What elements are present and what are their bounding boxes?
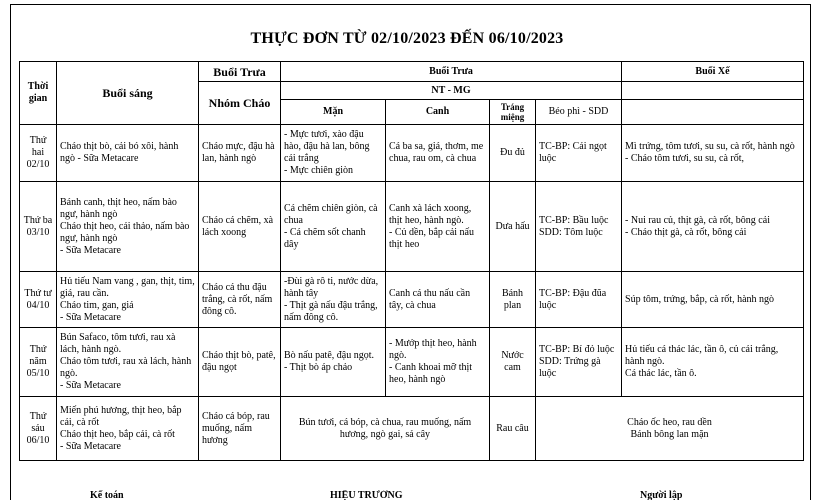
breakfast-cell: [57, 397, 199, 461]
soup-cell: [386, 182, 490, 272]
dessert-cell: [490, 182, 536, 272]
main-dish-cell-line: - Cá chẽm sốt chanh dây: [284, 226, 366, 250]
breakfast-cell-line: - Sữa Metacare: [60, 380, 121, 391]
soup-cell-line: Cá ba sa, giá, thơm, me chua, rau om, cà chua: [389, 141, 484, 164]
table-row: [20, 272, 804, 328]
header-beo-phi: Béo phì - SDD: [536, 100, 622, 125]
dessert-cell-line: Bánh plan: [501, 287, 524, 311]
dessert-cell: [490, 272, 536, 328]
dessert-cell: [490, 125, 536, 182]
table-row: [20, 397, 804, 461]
day-cell: [20, 182, 57, 272]
soup-cell-line: Canh xà lách xoong, thịt heo, hành ngò.: [389, 202, 472, 226]
table-row: [20, 125, 804, 182]
diet-cell-line: TC-BP: Bí đỏ luộc: [539, 344, 615, 355]
day-cell: [20, 125, 57, 182]
breakfast-cell-line: Bún Safaco, tôm tươi, rau xà lách, hành ngò.: [60, 332, 176, 355]
main-dish-cell-line: Bò nấu patê, đậu ngọt.: [284, 350, 374, 361]
breakfast-cell: [57, 328, 199, 397]
dessert-cell-line: Nước cam: [501, 350, 524, 373]
afternoon-cell-line: Mì trứng, tôm tươi, su su, cà rốt, hành ngò: [625, 141, 795, 152]
soup-cell: [386, 328, 490, 397]
day-cell: [20, 272, 57, 328]
breakfast-cell-line: Bánh canh, thịt heo, nấm bào ngư, hành ngò: [60, 196, 177, 220]
main-dish-cell-line: - Mực chiên giòn: [284, 165, 354, 176]
page-frame-left: [10, 4, 11, 500]
main-dish-cell: [281, 125, 386, 182]
breakfast-cell-line: Cháo tim, gan, giá: [60, 299, 134, 311]
main-dish-cell-line: - Thịt bò áp chảo: [284, 362, 353, 373]
porridge-group-cell-line: Cháo mực, đậu hà lan, hành ngò: [202, 141, 275, 164]
page-frame-top: [10, 4, 810, 5]
breakfast-cell-line: - Sữa Metacare: [60, 244, 121, 256]
afternoon-cell: [622, 125, 804, 182]
afternoon-cell-line: Súp tôm, trứng, bắp, cà rốt, hành ngò: [625, 293, 775, 305]
day-cell-line: 03/10: [26, 226, 50, 238]
day-cell-line: Thứ ba: [23, 214, 53, 226]
breakfast-cell-line: Miến phú hương, thịt heo, bắp cải, cà rốt: [60, 404, 182, 428]
header-buoi-xe: Buổi Xế: [622, 62, 804, 82]
day-cell-line: 05/10: [26, 368, 50, 379]
breakfast-cell-line: Cháo thịt heo, bắp cải, cà rốt: [60, 428, 175, 440]
day-cell-line: 06/10: [26, 434, 50, 446]
diet-cell: [536, 125, 622, 182]
dessert-cell-line: Dưa hấu: [495, 220, 530, 232]
main-dish-cell-line: -Đùi gà rô ti, nước dừa, hành tây: [284, 275, 379, 299]
diet-cell: [536, 328, 622, 397]
day-cell-line: Thứ sáu: [29, 410, 47, 434]
page-frame-right: [810, 4, 811, 500]
header-man: Mặn: [281, 100, 386, 125]
dessert-cell-line: Rau câu: [496, 422, 529, 434]
header-buoi-trua-nhom-chao: Buổi Trưa: [199, 62, 281, 82]
footer-nguoi-lap: Người lập: [640, 490, 683, 500]
afternoon-cell-line: - Cháo thịt gà, cà rốt, bông cải: [625, 226, 747, 238]
porridge-group-cell-line: Cháo thịt bò, patê, đậu ngọt: [202, 350, 276, 373]
menu-title: THỰC ĐƠN TỪ 02/10/2023 ĐẾN 06/10/2023: [250, 30, 564, 47]
footer-ke-toan: Kế toán: [90, 490, 124, 500]
soup-cell-line: - Mướp thịt heo, hành ngò.: [389, 338, 477, 361]
porridge-group-cell-line: Cháo cá chẽm, xà lách xoong: [202, 214, 274, 238]
breakfast-cell-line: Cháo tôm tươi, rau xà lách, hành ngò.: [60, 356, 192, 379]
porridge-group-cell: [199, 328, 281, 397]
day-cell-line: Thứ năm: [29, 344, 47, 367]
porridge-group-cell-line: Cháo cá bóp, rau muống, nấm hương: [202, 410, 270, 446]
footer-hieu-truong: HIỆU TRƯỞNG: [330, 490, 403, 500]
soup-cell-line: - Canh khoai mỡ thịt heo, hành ngò: [389, 362, 473, 385]
soup-cell-line: Canh cá thu nấu cần tây, cà chua: [389, 287, 471, 311]
diet-cell-line: TC-BP: Cải ngọt luộc: [539, 141, 607, 164]
afternoon-cell-line: Hủ tiếu cá thác lác, tần ô, củ cải trắng, hành ngò.: [625, 344, 779, 367]
header-buoi-sang: Buổi sáng: [57, 62, 199, 125]
porridge-group-cell: [199, 272, 281, 328]
header-xe-blank-2: [622, 100, 804, 125]
menu-table: [19, 61, 804, 461]
breakfast-cell: [57, 125, 199, 182]
diet-cell: [536, 272, 622, 328]
afternoon-cell: [622, 328, 804, 397]
table-row: [20, 182, 804, 272]
afternoon-cell: [622, 182, 804, 272]
day-cell: [20, 328, 57, 397]
main-dish-cell-line: - Mực tươi, xào đậu hào, đậu hà lan, bông cải trắng: [284, 129, 370, 164]
table-row: [20, 328, 804, 397]
breakfast-cell: [57, 182, 199, 272]
afternoon-cell-line: Bánh bông lan mặn: [630, 428, 709, 440]
breakfast-cell-line: Cháo thịt heo, cải thảo, nấm bào ngư, hành ngò: [60, 220, 190, 244]
porridge-group-cell: [199, 397, 281, 461]
header-nt-mg: NT - MG: [281, 82, 622, 100]
header-canh: Canh: [386, 100, 490, 125]
afternoon-cell: [536, 397, 804, 461]
diet-cell-line: SDD: Trứng gà luộc: [539, 356, 601, 379]
day-cell-line: 04/10: [26, 299, 50, 311]
diet-cell-line: TC-BP: Bầu luộc: [539, 214, 609, 226]
main-dish-cell: [281, 182, 386, 272]
table-body: [20, 125, 804, 461]
day-cell-line: Thứ hai: [29, 135, 47, 158]
breakfast-cell-line: - Sữa Metacare: [60, 440, 121, 452]
porridge-group-cell: [199, 182, 281, 272]
breakfast-cell-line: Cháo thịt bò, cải bó xôi, hành ngò - Sữa Metacare: [60, 141, 179, 164]
signature-footer: [0, 490, 814, 500]
main-dish-cell: [281, 272, 386, 328]
afternoon-cell-line: - Nui rau củ, thịt gà, cà rốt, bông cải: [625, 214, 770, 226]
breakfast-cell-line: Hủ tiếu Nam vang , gan, thịt, tim, giá, rau cần.: [60, 275, 195, 299]
header-nhom-chao: Nhóm Cháo: [199, 82, 281, 125]
breakfast-cell: [57, 272, 199, 328]
header-thoi-gian: Thời gian: [20, 62, 57, 125]
dessert-cell: [490, 328, 536, 397]
main-dish-cell: [281, 328, 386, 397]
porridge-group-cell: [199, 125, 281, 182]
day-cell-line: 02/10: [26, 159, 50, 170]
breakfast-cell-line: - Sữa Metacare: [60, 311, 121, 323]
main-dish-cell-line: - Thịt gà nấu đậu trắng, nấm đông cô.: [284, 299, 378, 323]
afternoon-cell-line: Cá thác lác, tần ô.: [625, 368, 697, 379]
diet-cell-line: TC-BP: Đậu đũa luộc: [539, 287, 607, 311]
dessert-cell: [490, 397, 536, 461]
main-dish-cell-line: Cá chẽm chiên giòn, cà chua: [284, 202, 378, 226]
day-cell: [20, 397, 57, 461]
afternoon-cell-line: Cháo ốc heo, rau dền: [627, 416, 712, 428]
soup-cell: [386, 125, 490, 182]
header-trang-mieng: Tráng miệng: [490, 100, 536, 125]
porridge-group-cell-line: Cháo cá thu đậu trắng, cà rốt, nấm đông cô.: [202, 281, 273, 317]
main-soup-combined-cell: [281, 397, 490, 461]
header-buoi-trua: Buổi Trưa: [281, 62, 622, 82]
main-soup-combined-cell-line: Bún tươi, cá bóp, cà chua, rau muống, nấm hương, ngò gai, sả cây: [298, 416, 472, 440]
diet-cell: [536, 182, 622, 272]
dessert-cell-line: Đu đủ: [500, 147, 525, 158]
soup-cell-line: - Củ dền, bắp cải nấu thịt heo: [389, 226, 474, 250]
afternoon-cell-line: - Cháo tôm tươi, su su, cà rốt,: [625, 153, 745, 164]
day-cell-line: Thứ tư: [24, 287, 52, 299]
header-xe-blank: [622, 82, 804, 100]
diet-cell-line: SDD: Tôm luộc: [539, 226, 603, 238]
soup-cell: [386, 272, 490, 328]
table-header: [20, 62, 804, 125]
afternoon-cell: [622, 272, 804, 328]
